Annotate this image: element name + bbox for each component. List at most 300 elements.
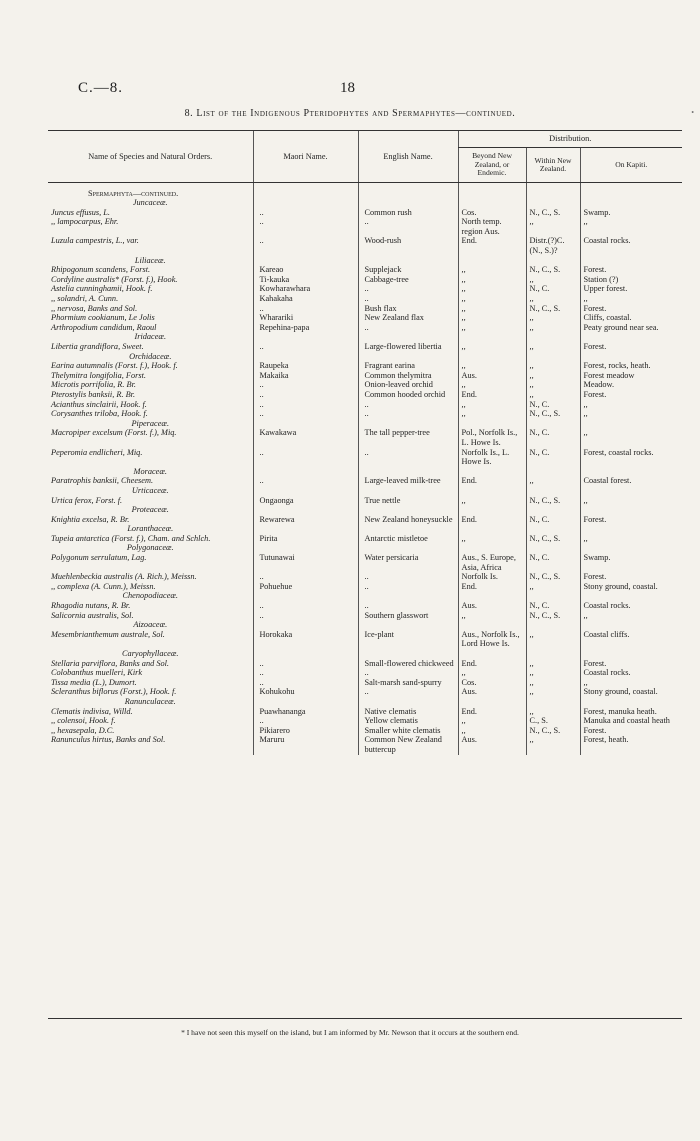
species-name: Salicornia australis, Sol. bbox=[51, 610, 134, 620]
species-name: Corysanthes triloba, Hook. f. bbox=[51, 409, 148, 419]
order-heading-row bbox=[48, 543, 682, 553]
on-kapiti: Coastal cliffs. bbox=[580, 630, 682, 649]
table-row bbox=[48, 284, 682, 294]
distribution-beyond: ,, bbox=[458, 409, 526, 419]
table-row bbox=[48, 400, 682, 410]
distribution-within: N., C. bbox=[526, 601, 580, 611]
distribution-within: ,, bbox=[526, 313, 580, 323]
english-name: Cabbage-tree bbox=[358, 275, 458, 285]
distribution-beyond: ,, bbox=[458, 534, 526, 544]
species-name: Stellaria parviflora, Banks and Sol. bbox=[51, 658, 169, 668]
distribution-within: ,, bbox=[526, 582, 580, 592]
distribution-within: N., C., S. bbox=[526, 496, 580, 506]
distribution-beyond: ,, bbox=[458, 304, 526, 314]
species-name: Earina autumnalis (Forst. f.), Hook. f. bbox=[51, 361, 178, 371]
distribution-beyond: Cos. bbox=[458, 678, 526, 688]
distribution-beyond: Norfolk Is. bbox=[458, 572, 526, 582]
distribution-within: N., C. bbox=[526, 553, 580, 572]
on-kapiti: Forest. bbox=[580, 304, 682, 314]
english-name: Water persicaria bbox=[358, 553, 458, 572]
distribution-beyond: Pol., Norfolk Is., L. Howe Is. bbox=[458, 428, 526, 447]
distribution-beyond: Aus., S. Europe, Asia, Africa bbox=[458, 553, 526, 572]
on-kapiti: Stony ground, coastal. bbox=[580, 582, 682, 592]
english-name: .. bbox=[358, 582, 458, 592]
table-row bbox=[48, 707, 682, 717]
distribution-within: N., C. bbox=[526, 448, 580, 467]
distribution-beyond: ,, bbox=[458, 380, 526, 390]
on-kapiti: Forest. bbox=[580, 726, 682, 736]
distribution-within: ,, bbox=[526, 217, 580, 236]
english-name: Salt-marsh sand-spurry bbox=[358, 678, 458, 688]
species-name: Rhagodia nutans, R. Br. bbox=[51, 601, 131, 611]
maori-name: .. bbox=[253, 448, 358, 467]
distribution-beyond: ,, bbox=[458, 361, 526, 371]
maori-name: Repehina-papa bbox=[253, 323, 358, 333]
on-kapiti: Coastal rocks. bbox=[580, 668, 682, 678]
table-row bbox=[48, 476, 682, 486]
on-kapiti: ,, bbox=[580, 611, 682, 621]
table-row bbox=[48, 496, 682, 506]
maori-name: Ongaonga bbox=[253, 496, 358, 506]
distribution-beyond: ,, bbox=[458, 313, 526, 323]
distribution-beyond: ,, bbox=[458, 265, 526, 275]
english-name: Native clematis bbox=[358, 707, 458, 717]
english-name: .. bbox=[358, 448, 458, 467]
on-kapiti: ,, bbox=[580, 496, 682, 506]
table-row bbox=[48, 390, 682, 400]
maori-name: Wharariki bbox=[253, 313, 358, 323]
order-heading: Liliaceæ. bbox=[134, 255, 166, 265]
english-name: New Zealand flax bbox=[358, 313, 458, 323]
on-kapiti: Forest, heath. bbox=[580, 735, 682, 754]
english-name: .. bbox=[358, 294, 458, 304]
english-name: Common New Zealand buttercup bbox=[358, 735, 458, 754]
maori-name: .. bbox=[253, 236, 358, 255]
distribution-beyond: ,, bbox=[458, 726, 526, 736]
distribution-beyond: Cos. bbox=[458, 208, 526, 218]
english-name: .. bbox=[358, 668, 458, 678]
species-name: Luzula campestris, L., var. bbox=[51, 236, 139, 246]
distribution-within: N., C., S. bbox=[526, 265, 580, 275]
english-name: Supplejack bbox=[358, 265, 458, 275]
maori-name: .. bbox=[253, 217, 358, 236]
distribution-beyond: ,, bbox=[458, 400, 526, 410]
table-row bbox=[48, 601, 682, 611]
col-within-header: Within New Zealand. bbox=[526, 148, 580, 183]
english-name: Yellow clematis bbox=[358, 716, 458, 726]
distribution-beyond: End. bbox=[458, 707, 526, 717]
english-name: Fragrant earina bbox=[358, 361, 458, 371]
species-name: Tupeia antarctica (Forst. f.), Cham. and Schlch. bbox=[51, 533, 211, 543]
english-name: Common rush bbox=[358, 208, 458, 218]
species-name: Mesembrianthemum australe, Sol. bbox=[51, 629, 165, 639]
table-row bbox=[48, 265, 682, 275]
species-name: ,, nervosa, Banks and Sol. bbox=[51, 303, 138, 313]
distribution-within: N., C. bbox=[526, 515, 580, 525]
species-name: Colobanthus muelleri, Kirk bbox=[51, 668, 143, 678]
maori-name: Tutunawai bbox=[253, 553, 358, 572]
species-name: Knightia excelsa, R. Br. bbox=[51, 514, 130, 524]
order-heading-row bbox=[48, 419, 682, 429]
maori-name: .. bbox=[253, 208, 358, 218]
table-row bbox=[48, 323, 682, 333]
species-name: Scleranthus biflorus (Forst.), Hook. f. bbox=[51, 687, 177, 697]
order-heading: Moraceæ. bbox=[133, 466, 167, 476]
species-name: Macropiper excelsum (Forst. f.), Miq. bbox=[51, 428, 177, 438]
english-name: .. bbox=[358, 687, 458, 697]
table-row bbox=[48, 726, 682, 736]
col-maori-header: Maori Name. bbox=[253, 131, 358, 183]
table-row bbox=[48, 208, 682, 218]
distribution-within: ,, bbox=[526, 668, 580, 678]
species-name: Libertia grandiflora, Sweet. bbox=[51, 342, 144, 351]
distribution-beyond: Aus. bbox=[458, 601, 526, 611]
distribution-beyond: Aus. bbox=[458, 735, 526, 754]
table-row bbox=[48, 428, 682, 447]
distribution-beyond: End. bbox=[458, 476, 526, 486]
species-name: Cordyline australis* (Forst. f.), Hook. bbox=[51, 274, 178, 284]
distribution-beyond: ,, bbox=[458, 275, 526, 285]
english-name: .. bbox=[358, 323, 458, 333]
on-kapiti: Stony ground, coastal. bbox=[580, 687, 682, 697]
distribution-within: N., C. bbox=[526, 400, 580, 410]
on-kapiti: ,, bbox=[580, 534, 682, 544]
on-kapiti: Meadow. bbox=[580, 380, 682, 390]
col-english-header: English Name. bbox=[358, 131, 458, 183]
distribution-beyond: Aus. bbox=[458, 687, 526, 697]
on-kapiti: Forest, manuka heath. bbox=[580, 707, 682, 717]
table-row bbox=[48, 217, 682, 236]
on-kapiti: Forest, rocks, heath. bbox=[580, 361, 682, 371]
table-body bbox=[48, 183, 682, 755]
edge-mark: • bbox=[691, 108, 694, 117]
species-name: Rhipogonum scandens, Forst. bbox=[51, 265, 151, 275]
maori-name: .. bbox=[253, 400, 358, 410]
on-kapiti: Swamp. bbox=[580, 553, 682, 572]
english-name: Bush flax bbox=[358, 304, 458, 314]
on-kapiti: ,, bbox=[580, 294, 682, 304]
order-heading-row bbox=[48, 620, 682, 630]
table-row bbox=[48, 572, 682, 582]
species-name: Phormium cookianum, Le Jolis bbox=[51, 313, 155, 323]
distribution-within: ,, bbox=[526, 380, 580, 390]
footnote: * I have not seen this myself on the island, but I am informed by Mr. Newson that it occurs at the southern end. bbox=[181, 1028, 519, 1037]
species-name: Clematis indivisa, Willd. bbox=[51, 706, 133, 716]
table-row bbox=[48, 687, 682, 697]
table-row bbox=[48, 553, 682, 572]
order-heading-row bbox=[48, 198, 682, 208]
table-row bbox=[48, 659, 682, 669]
maori-name: .. bbox=[253, 342, 358, 352]
on-kapiti: Forest meadow bbox=[580, 371, 682, 381]
english-name: Antarctic mistletoe bbox=[358, 534, 458, 544]
distribution-beyond: End. bbox=[458, 236, 526, 255]
on-kapiti: Swamp. bbox=[580, 208, 682, 218]
maori-name: Raupeka bbox=[253, 361, 358, 371]
distribution-within: ,, bbox=[526, 630, 580, 649]
species-name: ,, complexa (A. Cunn.), Meissn. bbox=[51, 581, 156, 591]
table-row bbox=[48, 342, 682, 352]
english-name: .. bbox=[358, 217, 458, 236]
distribution-beyond: ,, bbox=[458, 668, 526, 678]
distribution-within: N., C., S. bbox=[526, 572, 580, 582]
distribution-beyond: ,, bbox=[458, 323, 526, 333]
english-name: Ice-plant bbox=[358, 630, 458, 649]
table-row bbox=[48, 582, 682, 592]
species-name: Microtis porrifolia, R. Br. bbox=[51, 380, 136, 390]
order-heading-row bbox=[48, 352, 682, 362]
english-name: Smaller white clematis bbox=[358, 726, 458, 736]
species-name: Ranunculus hirtus, Banks and Sol. bbox=[51, 735, 166, 745]
table-row bbox=[48, 380, 682, 390]
maori-name: .. bbox=[253, 390, 358, 400]
on-kapiti: ,, bbox=[580, 217, 682, 236]
order-heading: Ranunculaceæ. bbox=[124, 696, 176, 706]
on-kapiti: Forest. bbox=[580, 659, 682, 669]
distribution-within: N., C., S. bbox=[526, 534, 580, 544]
table-row bbox=[48, 611, 682, 621]
on-kapiti: Coastal rocks. bbox=[580, 601, 682, 611]
english-name: Small-flowered chickweed bbox=[358, 659, 458, 669]
on-kapiti: Manuka and coastal heath bbox=[580, 716, 682, 726]
order-heading-row bbox=[48, 524, 682, 534]
table-row bbox=[48, 630, 682, 649]
order-heading: Piperaceæ. bbox=[131, 418, 170, 428]
col-species-header: Name of Species and Natural Orders. bbox=[48, 131, 253, 183]
order-heading-row bbox=[48, 332, 682, 342]
table-row bbox=[48, 304, 682, 314]
maori-name: Kahakaha bbox=[253, 294, 358, 304]
distribution-within: N., C., S. bbox=[526, 304, 580, 314]
order-heading: Aizoaceæ. bbox=[133, 620, 168, 630]
distribution-within: ,, bbox=[526, 361, 580, 371]
order-heading: Proteaceæ. bbox=[131, 505, 169, 515]
table-row bbox=[48, 275, 682, 285]
distribution-within: ,, bbox=[526, 294, 580, 304]
order-heading: Polygonaceæ. bbox=[126, 543, 174, 553]
species-name: Arthropodium candidum, Raoul bbox=[51, 322, 157, 332]
col-kapiti-header: On Kapiti. bbox=[580, 148, 682, 183]
table-row bbox=[48, 716, 682, 726]
on-kapiti: Forest. bbox=[580, 515, 682, 525]
order-heading: Caryophyllaceæ. bbox=[122, 649, 179, 658]
maori-name: Horokaka bbox=[253, 630, 358, 649]
order-heading-row bbox=[48, 649, 682, 659]
distribution-within: ,, bbox=[526, 275, 580, 285]
english-name: Large-leaved milk-tree bbox=[358, 476, 458, 486]
table-row bbox=[48, 361, 682, 371]
english-name: Common hooded orchid bbox=[358, 390, 458, 400]
maori-name: Makaika bbox=[253, 371, 358, 381]
on-kapiti: ,, bbox=[580, 428, 682, 447]
distribution-within: Distr.(?)C. (N., S.)? bbox=[526, 236, 580, 255]
english-name: .. bbox=[358, 601, 458, 611]
report-reference: C.—8. bbox=[78, 80, 124, 96]
distribution-within: ,, bbox=[526, 476, 580, 486]
distribution-within: N., C., S. bbox=[526, 208, 580, 218]
distribution-within: N., C. bbox=[526, 284, 580, 294]
table-title: 8. List of the Indigenous Pteridophytes and Spermaphytes—continued. bbox=[184, 108, 516, 119]
order-heading: Urticaceæ. bbox=[131, 485, 169, 495]
table-row bbox=[48, 735, 682, 754]
maori-name: Pirita bbox=[253, 534, 358, 544]
english-name: .. bbox=[358, 572, 458, 582]
species-name: Paratrophis banksii, Cheesem. bbox=[51, 476, 154, 486]
maori-name: .. bbox=[253, 476, 358, 486]
maori-name: .. bbox=[253, 304, 358, 314]
distribution-within: C., S. bbox=[526, 716, 580, 726]
species-table bbox=[48, 130, 682, 755]
english-name: .. bbox=[358, 284, 458, 294]
order-heading: Juncaceæ. bbox=[132, 198, 168, 208]
species-name: Polygonum serrulatum, Lag. bbox=[51, 553, 147, 563]
table-row bbox=[48, 515, 682, 525]
distribution-within: ,, bbox=[526, 390, 580, 400]
distribution-beyond: North temp. region Aus. bbox=[458, 217, 526, 236]
distribution-beyond: ,, bbox=[458, 496, 526, 506]
species-name: Peperomia endlicheri, Miq. bbox=[51, 447, 143, 457]
distribution-beyond: Norfolk Is., L. Howe Is. bbox=[458, 448, 526, 467]
order-heading-row bbox=[48, 467, 682, 477]
on-kapiti: Peaty ground near sea. bbox=[580, 323, 682, 333]
english-name: True nettle bbox=[358, 496, 458, 506]
english-name: Common thelymitra bbox=[358, 371, 458, 381]
order-heading-row bbox=[48, 697, 682, 707]
maori-name: Kareao bbox=[253, 265, 358, 275]
order-heading: Loranthaceæ. bbox=[127, 524, 174, 534]
maori-name: .. bbox=[253, 601, 358, 611]
order-heading: Orchidaceæ. bbox=[129, 351, 172, 361]
on-kapiti: Coastal rocks. bbox=[580, 236, 682, 255]
distribution-within: N., C., S. bbox=[526, 611, 580, 621]
maori-name: Kohukohu bbox=[253, 687, 358, 697]
maori-name: Maruru bbox=[253, 735, 358, 754]
distribution-within: ,, bbox=[526, 678, 580, 688]
species-name: ,, hexasepala, D.C. bbox=[51, 725, 115, 735]
distribution-beyond: Aus., Norfolk Is., Lord Howe Is. bbox=[458, 630, 526, 649]
on-kapiti: Cliffs, coastal. bbox=[580, 313, 682, 323]
on-kapiti: ,, bbox=[580, 409, 682, 419]
distribution-beyond: ,, bbox=[458, 611, 526, 621]
maori-name: Puawhananga bbox=[253, 707, 358, 717]
distribution-within: ,, bbox=[526, 323, 580, 333]
table-row bbox=[48, 409, 682, 419]
distribution-beyond: End. bbox=[458, 659, 526, 669]
on-kapiti: Forest, coastal rocks. bbox=[580, 448, 682, 467]
species-name: Urtica ferox, Forst. f. bbox=[51, 495, 123, 505]
col-beyond-header: Beyond New Zealand, or Endemic. bbox=[458, 148, 526, 183]
distribution-beyond: ,, bbox=[458, 294, 526, 304]
english-name: Onion-leaved orchid bbox=[358, 380, 458, 390]
english-name: New Zealand honeysuckle bbox=[358, 515, 458, 525]
on-kapiti: ,, bbox=[580, 400, 682, 410]
maori-name: .. bbox=[253, 678, 358, 688]
english-name: The tall pepper-tree bbox=[358, 428, 458, 447]
distribution-within: N., C., S. bbox=[526, 726, 580, 736]
distribution-within: ,, bbox=[526, 659, 580, 669]
maori-name: .. bbox=[253, 611, 358, 621]
on-kapiti: Coastal forest. bbox=[580, 476, 682, 486]
distribution-within: ,, bbox=[526, 342, 580, 352]
maori-name: .. bbox=[253, 572, 358, 582]
maori-name: .. bbox=[253, 409, 358, 419]
on-kapiti: Forest. bbox=[580, 342, 682, 352]
distribution-beyond: End. bbox=[458, 515, 526, 525]
english-name: .. bbox=[358, 400, 458, 410]
order-heading-row bbox=[48, 486, 682, 496]
order-heading-row bbox=[48, 256, 682, 266]
table-row bbox=[48, 236, 682, 255]
on-kapiti: Forest. bbox=[580, 265, 682, 275]
species-name: Pterostylis banksii, R. Br. bbox=[51, 389, 136, 399]
table-row bbox=[48, 534, 682, 544]
division-heading: Spermaphyta—continued. bbox=[88, 188, 179, 198]
english-name: Southern glasswort bbox=[358, 611, 458, 621]
maori-name: .. bbox=[253, 380, 358, 390]
maori-name: .. bbox=[253, 716, 358, 726]
species-name: Acianthus sinclairii, Hook. f. bbox=[51, 399, 147, 409]
maori-name: Kawakawa bbox=[253, 428, 358, 447]
distribution-within: ,, bbox=[526, 371, 580, 381]
distribution-beyond: End. bbox=[458, 390, 526, 400]
page-number: 18 bbox=[340, 80, 355, 96]
species-name: Thelymitra longifolia, Forst. bbox=[51, 370, 146, 380]
table-row bbox=[48, 294, 682, 304]
maori-name: .. bbox=[253, 659, 358, 669]
order-heading-row bbox=[48, 591, 682, 601]
species-name: Tissa media (L.), Dumort. bbox=[51, 677, 137, 687]
english-name: .. bbox=[358, 409, 458, 419]
maori-name: .. bbox=[253, 668, 358, 678]
distribution-beyond: Aus. bbox=[458, 371, 526, 381]
footnote-rule bbox=[48, 1018, 682, 1019]
species-name: Juncus effusus, L. bbox=[51, 207, 110, 217]
distribution-within: ,, bbox=[526, 735, 580, 754]
distribution-within: N., C. bbox=[526, 428, 580, 447]
maori-name: Pohuehue bbox=[253, 582, 358, 592]
distribution-beyond: End. bbox=[458, 582, 526, 592]
species-name: ,, solandri, A. Cunn. bbox=[51, 294, 119, 304]
table-row bbox=[48, 371, 682, 381]
species-name: Astelia cunninghamii, Hook. f. bbox=[51, 284, 153, 294]
english-name: Large-flowered libertia bbox=[358, 342, 458, 352]
distribution-within: ,, bbox=[526, 707, 580, 717]
table-row bbox=[48, 448, 682, 467]
on-kapiti: ,, bbox=[580, 678, 682, 688]
distribution-within: N., C., S. bbox=[526, 409, 580, 419]
maori-name: Pikiarero bbox=[253, 726, 358, 736]
species-name: Muehlenbeckia australis (A. Rich.), Meissn. bbox=[51, 572, 197, 582]
order-heading: Iridaceæ. bbox=[134, 332, 167, 342]
table-row bbox=[48, 313, 682, 323]
on-kapiti: Station (?) bbox=[580, 275, 682, 285]
english-name: Wood-rush bbox=[358, 236, 458, 255]
table-row bbox=[48, 678, 682, 688]
col-distribution-header: Distribution. bbox=[458, 131, 682, 148]
table-row bbox=[48, 668, 682, 678]
distribution-beyond: ,, bbox=[458, 716, 526, 726]
maori-name: Kowharawhara bbox=[253, 284, 358, 294]
distribution-within: ,, bbox=[526, 687, 580, 697]
on-kapiti: Upper forest. bbox=[580, 284, 682, 294]
species-name: ,, lampocarpus, Ehr. bbox=[51, 217, 119, 227]
on-kapiti: Forest. bbox=[580, 572, 682, 582]
maori-name: Rewarewa bbox=[253, 515, 358, 525]
on-kapiti: Forest. bbox=[580, 390, 682, 400]
order-heading-row bbox=[48, 505, 682, 515]
order-heading: Chenopodiaceæ. bbox=[122, 591, 179, 601]
maori-name: Ti-kauka bbox=[253, 275, 358, 285]
